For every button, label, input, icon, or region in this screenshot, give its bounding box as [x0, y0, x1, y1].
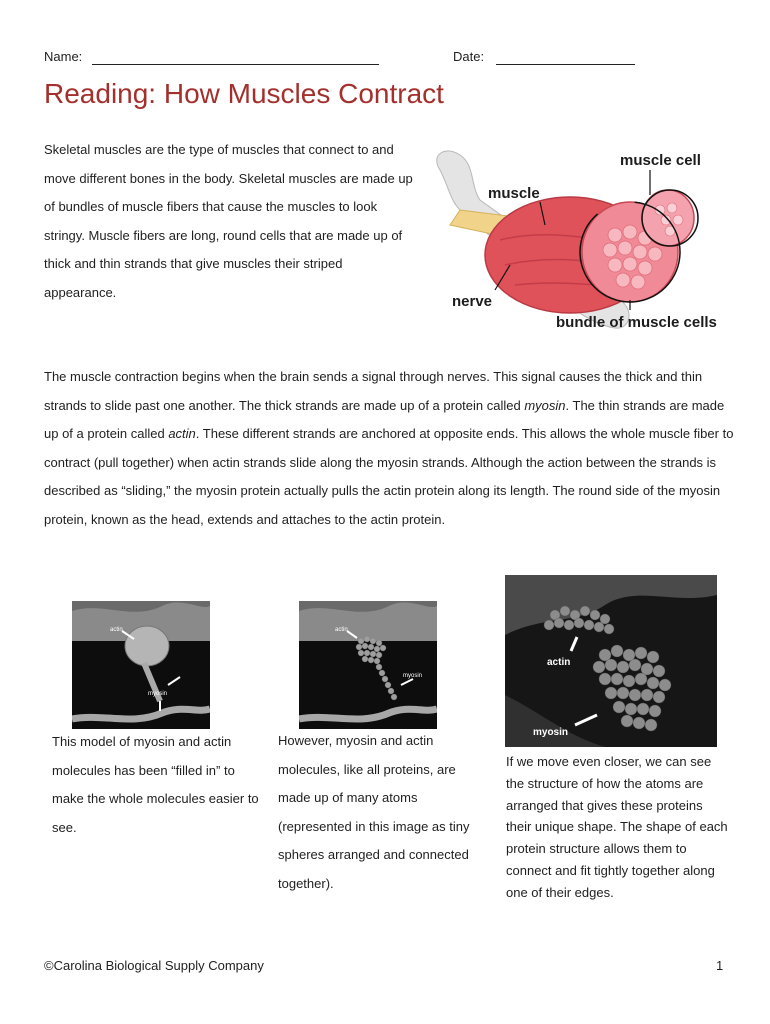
- panel-3-actin-label: actin: [547, 657, 571, 668]
- footer-copyright: ©Carolina Biological Supply Company: [44, 958, 264, 973]
- term-actin: actin: [168, 426, 196, 442]
- panel-atomic-closeup: [505, 575, 717, 747]
- diagram-label-bundle: bundle of muscle cells: [556, 314, 717, 331]
- muscle-diagram: [420, 140, 740, 340]
- body-text-1: The muscle contraction begins when the brain sends a signal through nerves. This signal causes the thick and thin strands to slide past one another. The thick strands are made up of a protein called: [44, 369, 703, 413]
- diagram-label-muscle-cell: muscle cell: [620, 152, 701, 169]
- caption-atom-model: However, myosin and actin molecules, like all proteins, are made up of many atoms (represented in this image as tiny spheres arranged and connected together).: [278, 733, 470, 891]
- date-label: Date:: [453, 49, 485, 64]
- page-title: Reading: How Muscles Contract: [44, 78, 444, 109]
- panel-2-actin-label: actin: [335, 627, 348, 633]
- caption-atomic-closeup: If we move even closer, we can see the structure of how the atoms are arranged that gives these proteins their unique shape. The shape of each protein structure allows them to connect and fit tightly together along one of their edges.: [506, 754, 728, 900]
- date-line[interactable]: [496, 64, 635, 65]
- caption-filled-model: This model of myosin and actin molecules has been “filled in” to make the whole molecules easier to see.: [52, 734, 259, 835]
- diagram-label-muscle: muscle: [488, 185, 540, 202]
- body-paragraph: [44, 363, 734, 535]
- body-text-3: . These different strands are anchored at opposite ends. This allows the whole muscle fiber to contract (pull together) when actin strands slide along the myosin strands. Although the action between the strands is described as “sliding,” the myosin protein actually pulls the actin protein along its length. The round side of the myosin protein, known as the head, extends and attaches to the actin protein.: [44, 426, 734, 527]
- panel-1-actin-label: actin: [110, 627, 123, 633]
- panel-1-myosin-label: myosin: [148, 691, 168, 697]
- term-myosin: myosin: [524, 397, 566, 413]
- diagram-label-nerve: nerve: [452, 293, 493, 310]
- page-number: 1: [716, 958, 724, 973]
- name-line[interactable]: [92, 64, 379, 65]
- intro-paragraph: Skeletal muscles are the type of muscles that connect to and move different bones in the body. Skeletal muscles are made up of bundles of muscle fibers that cause the muscles to look stringy. Muscle fibers are long, round cells that are made up of thick and thin strands that give muscles their striped appearance.: [44, 142, 413, 300]
- panel-3-myosin-label: myosin: [533, 727, 569, 738]
- name-label: Name:: [44, 49, 83, 64]
- panel-filled-model: [72, 601, 210, 729]
- body-text-2: . The thin strands are made up of a protein called: [44, 397, 725, 442]
- panel-2-myosin-label: myosin: [403, 673, 423, 679]
- panel-atom-model: [299, 601, 437, 729]
